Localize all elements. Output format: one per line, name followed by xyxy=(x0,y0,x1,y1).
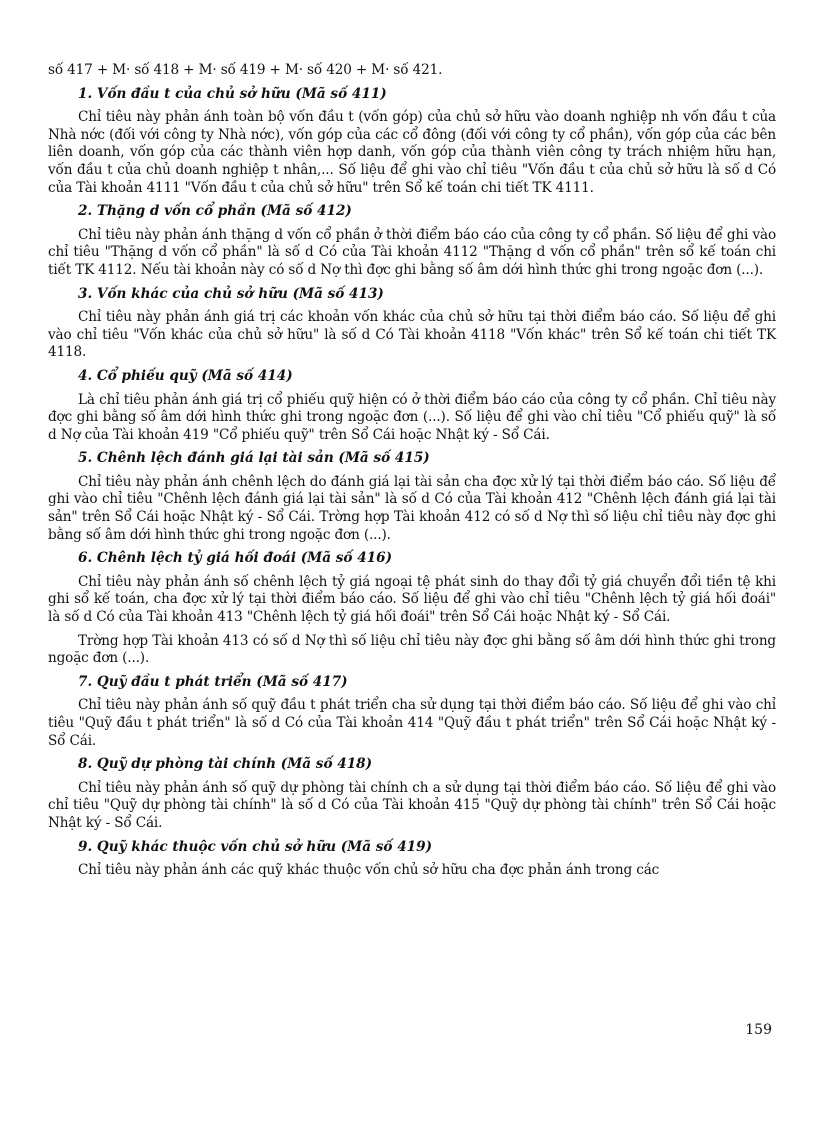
section-4 xyxy=(48,368,776,444)
section-heading: 5. Chênh lệch đánh giá lại tài sản (Mã số 415) xyxy=(78,450,430,467)
section-heading: 3. Vốn khác của chủ sở hữu (Mã số 413) xyxy=(78,285,384,302)
page-number: 159 xyxy=(745,1022,772,1038)
section-paragraph: Chỉ tiêu này phản ánh số quỹ dự phòng tài chính ch a sử dụng tại thời điểm báo cáo. Số liệu để ghi vào chỉ tiêu "Quỹ dự phòng tài chính" là số d Có của Tài khoản 415 "Quỹ dự phòng tài chính" trên Sổ Cái hoặc Nhật ký - Sổ Cái. xyxy=(48,779,776,831)
section-3 xyxy=(48,286,776,362)
section-7 xyxy=(48,674,776,750)
section-5 xyxy=(48,450,776,544)
section-heading: 1. Vốn đầu t của chủ sở hữu (Mã số 411) xyxy=(78,85,387,102)
section-paragraph: Chỉ tiêu này phản ánh chênh lệch do đánh giá lại tài sản cha đợc xử lý tại thời điểm báo cáo. Số liệu để ghi vào chỉ tiêu "Chênh lệch đánh giá lại tài sản" là số d Có của Tài khoản 412 "Chênh lệch đánh giá lại tài sản" trên Sổ Cái hoặc Nhật ký - Sổ Cái. Trờng hợp Tài khoản 412 có số d Nợ thì số liệu chỉ tiêu này đợc ghi bằng số âm dới hình thức ghi trong ngoặc đơn (...). xyxy=(48,473,776,543)
section-heading: 7. Quỹ đầu t phát triển (Mã số 417) xyxy=(78,673,348,690)
section-heading: 8. Quỹ dự phòng tài chính (Mã số 418) xyxy=(78,756,373,773)
section-2 xyxy=(48,203,776,279)
section-paragraph: Chỉ tiêu này phản ánh thặng d vốn cổ phần ở thời điểm báo cáo của công ty cổ phần. Số liệu để ghi vào chỉ tiêu "Thặng d vốn cổ phần" là số d Có của Tài khoản 4112 "Thặng d vốn cổ phần" trên sổ kế toán chi tiết TK 4112. Nếu tài khoản này có số d Nợ thì đợc ghi bằng số âm dới hình thức ghi trong ngoặc đơn (...). xyxy=(48,226,776,278)
section-9 xyxy=(48,839,776,880)
section-paragraph: Chỉ tiêu này phản ánh các quỹ khác thuộc vốn chủ sở hữu cha đợc phản ánh trong các xyxy=(78,862,660,879)
section-heading: 2. Thặng d vốn cổ phần (Mã số 412) xyxy=(78,203,352,220)
section-6 xyxy=(48,550,776,668)
section-heading: 6. Chênh lệch tỷ giá hối đoái (Mã số 416) xyxy=(78,550,393,567)
section-1 xyxy=(48,86,776,198)
section-paragraph: Chỉ tiêu này phản ánh số quỹ đầu t phát triển cha sử dụng tại thời điểm báo cáo. Số liệu để ghi vào chỉ tiêu "Quỹ đầu t phát triển" là số d Có của Tài khoản 414 "Quỹ đầu t phát triển" trên Sổ Cái hoặc Nhật ký - Sổ Cái. xyxy=(48,697,776,749)
section-paragraph: Chỉ tiêu này phản ánh số chênh lệch tỷ giá ngoại tệ phát sinh do thay đổi tỷ giá chuyển đổi tiền tệ khi ghi sổ kế toán, cha đợc xử lý tại thời điểm báo cáo. Số liệu để ghi vào chỉ tiêu "Chênh lệch tỷ giá hối đoái" là số d Có của Tài khoản 413 "Chênh lệch tỷ giá hối đoái" trên Sổ Cái hoặc Nhật ký - Sổ Cái. xyxy=(48,573,776,626)
section-paragraph: Là chỉ tiêu phản ánh giá trị cổ phiếu quỹ hiện có ở thời điểm báo cáo của công ty cổ phần. Chỉ tiêu này đợc ghi bằng số âm dới hình thức ghi trong ngoặc đơn (...). Số liệu để ghi vào chỉ tiêu "Cổ phiếu quỹ" là số d Nợ của Tài khoản 419 "Cổ phiếu quỹ" trên Sổ Cái hoặc Nhật ký - Sổ Cái. xyxy=(48,391,776,443)
intro-line: số 417 + M· số 418 + M· số 419 + M· số 420 + M· số 421. xyxy=(48,62,443,78)
section-heading: 4. Cổ phiếu quỹ (Mã số 414) xyxy=(78,367,293,384)
section-paragraph: Chỉ tiêu này phản ánh toàn bộ vốn đầu t (vốn góp) của chủ sở hữu vào doanh nghiệp nh vốn đầu t của Nhà nớc (đối với công ty Nhà nớc), vốn góp của các cổ đông (đối với công ty cổ phần), vốn góp của các bên liên doanh, vốn góp của các thành viên hợp danh, vốn góp của thành viên công ty trách nhiệm hữu hạn, vốn đầu t của chủ doanh nghiệp t nhân,... Số liệu để ghi vào chỉ tiêu "Vốn đầu t của chủ sở hữu là số d Có của Tài khoản 4111 "Vốn đầu t của chủ sở hữu" trên Sổ kế toán chi tiết TK 4111. xyxy=(48,109,776,196)
section-8 xyxy=(48,756,776,832)
section-paragraph: Chỉ tiêu này phản ánh giá trị các khoản vốn khác của chủ sở hữu tại thời điểm báo cáo. Số liệu để ghi vào chỉ tiêu "Vốn khác của chủ sở hữu" là số d Có Tài khoản 4118 "Vốn khác" trên Sổ kế toán chi tiết TK 4118. xyxy=(48,309,776,361)
section-heading: 9. Quỹ khác thuộc vốn chủ sở hữu (Mã số 419) xyxy=(78,838,432,855)
section-paragraph: Trờng hợp Tài khoản 413 có số d Nợ thì số liệu chỉ tiêu này đợc ghi bằng số âm dới hình thức ghi trong ngoặc đơn (...). xyxy=(48,632,776,667)
document-body xyxy=(48,62,776,886)
